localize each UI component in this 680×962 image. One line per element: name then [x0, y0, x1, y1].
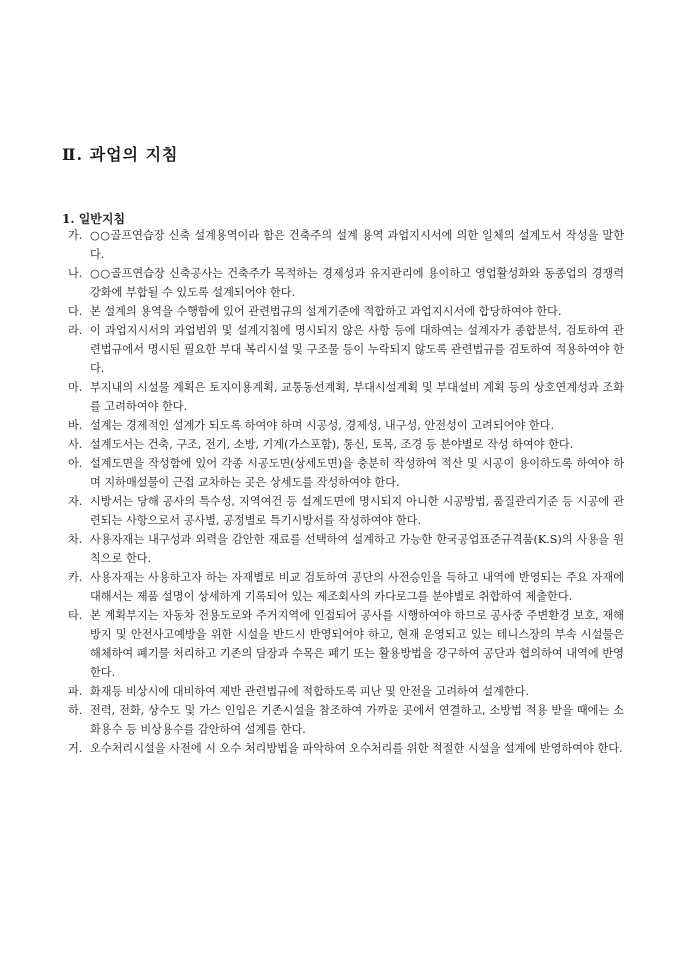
- item-marker: 마.: [68, 381, 83, 394]
- item-marker: 라.: [68, 324, 83, 337]
- item-text: 설계는 경제적인 설계가 되도록 하여야 하며 시공성, 경제성, 내구성, 안전성이 고려되어야 한다.: [90, 419, 555, 432]
- item-text: ○○골프연습장 신축 설계용역이라 함은 건축주의 설계 용역 과업지시서에 의한 일체의 설계도서 작성을 말한다.: [90, 229, 624, 261]
- guideline-item: [68, 701, 624, 739]
- item-text: 사용자재는 사용하고자 하는 자재별로 비교 검토하여 공단의 사전승인을 득하고 내역에 반영되는 주요 자재에 대해서는 제품 설명이 상세하게 기록되어 있는 제조회사의 카다로그를 분야별로 취합하여 제출한다.: [90, 571, 624, 603]
- item-text: 설계도면을 작성함에 있어 각종 시공도면(상세도면)을 충분히 작성하여 적산 및 시공이 용이하도록 하여야 하며 지하매설물이 근접 교차하는 곳은 상세도를 작성하여야 한다.: [90, 457, 624, 489]
- guideline-item: [68, 492, 624, 530]
- item-marker: 다.: [68, 305, 83, 318]
- item-text: 화재등 비상시에 대비하여 제반 관련법규에 적합하도록 피난 및 안전을 고려하여 설계한다.: [90, 685, 529, 698]
- item-text: 부지내의 시설물 계획은 토지이용계획, 교통동선계획, 부대시설계획 및 부대설비 계획 등의 상호연계성과 조화를 고려하여야 한다.: [90, 381, 624, 413]
- guideline-item: [68, 682, 624, 701]
- item-text: 설계도서는 건축, 구조, 전기, 소방, 기계(가스포함), 통신, 토목, 조경 등 분야별로 작성 하여야 한다.: [90, 438, 574, 451]
- item-text: ○○골프연습장 신축공사는 건축주가 목적하는 경제성과 유지관리에 용이하고 영업활성화와 동종업의 경쟁력 강화에 부합될 수 있도록 설계되어야 한다.: [90, 267, 624, 299]
- guideline-item: [68, 416, 624, 435]
- item-marker: 바.: [68, 419, 83, 432]
- item-marker: 카.: [68, 571, 83, 584]
- item-marker: 타.: [68, 609, 83, 622]
- item-marker: 사.: [68, 438, 83, 451]
- section-title: 1. 일반지침: [62, 212, 126, 226]
- guideline-list: [68, 226, 624, 758]
- guideline-item: [68, 321, 624, 378]
- item-text: 오수처리시설을 사전에 시 오수 처리방법을 파악하여 오수처리를 위한 적절한 시설을 설계에 반영하여야 한다.: [90, 742, 623, 755]
- guideline-item: [68, 378, 624, 416]
- guideline-item: [68, 739, 624, 758]
- item-marker: 파.: [68, 685, 83, 698]
- guideline-item: [68, 454, 624, 492]
- item-marker: 가.: [68, 229, 83, 242]
- item-marker: 차.: [68, 533, 83, 546]
- item-marker: 하.: [68, 704, 83, 717]
- item-text: 이 과업지시서의 과업범위 및 설계지침에 명시되지 않은 사항 등에 대하여는 설계자가 종합분석, 검토하여 관련법규에서 명시된 필요한 부대 복리시설 및 구조물 등이 누락되지 않도록 관련법규를 검토하여 적용하여야 한다.: [90, 324, 624, 375]
- item-text: 본 설계의 용역을 수행함에 있어 관련법규의 설계기준에 적합하고 과업지시서에 합당하여야 한다.: [90, 305, 562, 318]
- item-text: 시방서는 당해 공사의 특수성, 지역여건 등 설계도면에 명시되지 아니한 시공방법, 품질관리기준 등 시공에 관련되는 사항으로서 공사별, 공정별로 특기시방서를 작성하여야 한다.: [90, 495, 624, 527]
- guideline-item: [68, 435, 624, 454]
- chapter-title: Ⅱ. 과업의 지침: [62, 145, 179, 164]
- item-text: 전력, 전화, 상수도 및 가스 인입은 기존시설을 참조하여 가까운 곳에서 연결하고, 소방법 적용 받을 때에는 소화용수 등 비상용수를 감안하여 설계를 한다.: [90, 704, 624, 736]
- item-marker: 아.: [68, 457, 83, 470]
- guideline-item: [68, 302, 624, 321]
- item-text: 사용자재는 내구성과 외력을 감안한 재료를 선택하여 설계하고 가능한 한국공업표준규격품(K.S)의 사용을 원칙으로 한다.: [90, 533, 624, 565]
- item-marker: 나.: [68, 267, 83, 280]
- item-text: 본 계획부지는 자동차 전용도로와 주거지역에 인접되어 공사를 시행하여야 하므로 공사중 주변환경 보호, 재해방지 및 안전사고예방을 위한 시설을 반드시 반영되어야 하고, 현재 운영되고 있는 테니스장의 부속 시설물은 해체하여 폐기물 처리하고 기존의 담장과 수목은 폐기 또는 활용방법을 강구하여 공단과 협의하여 내역에 반영한다.: [90, 609, 624, 679]
- guideline-item: [68, 568, 624, 606]
- guideline-item: [68, 226, 624, 264]
- item-marker: 자.: [68, 495, 83, 508]
- guideline-item: [68, 606, 624, 682]
- item-marker: 거.: [68, 742, 83, 755]
- guideline-item: [68, 264, 624, 302]
- guideline-item: [68, 530, 624, 568]
